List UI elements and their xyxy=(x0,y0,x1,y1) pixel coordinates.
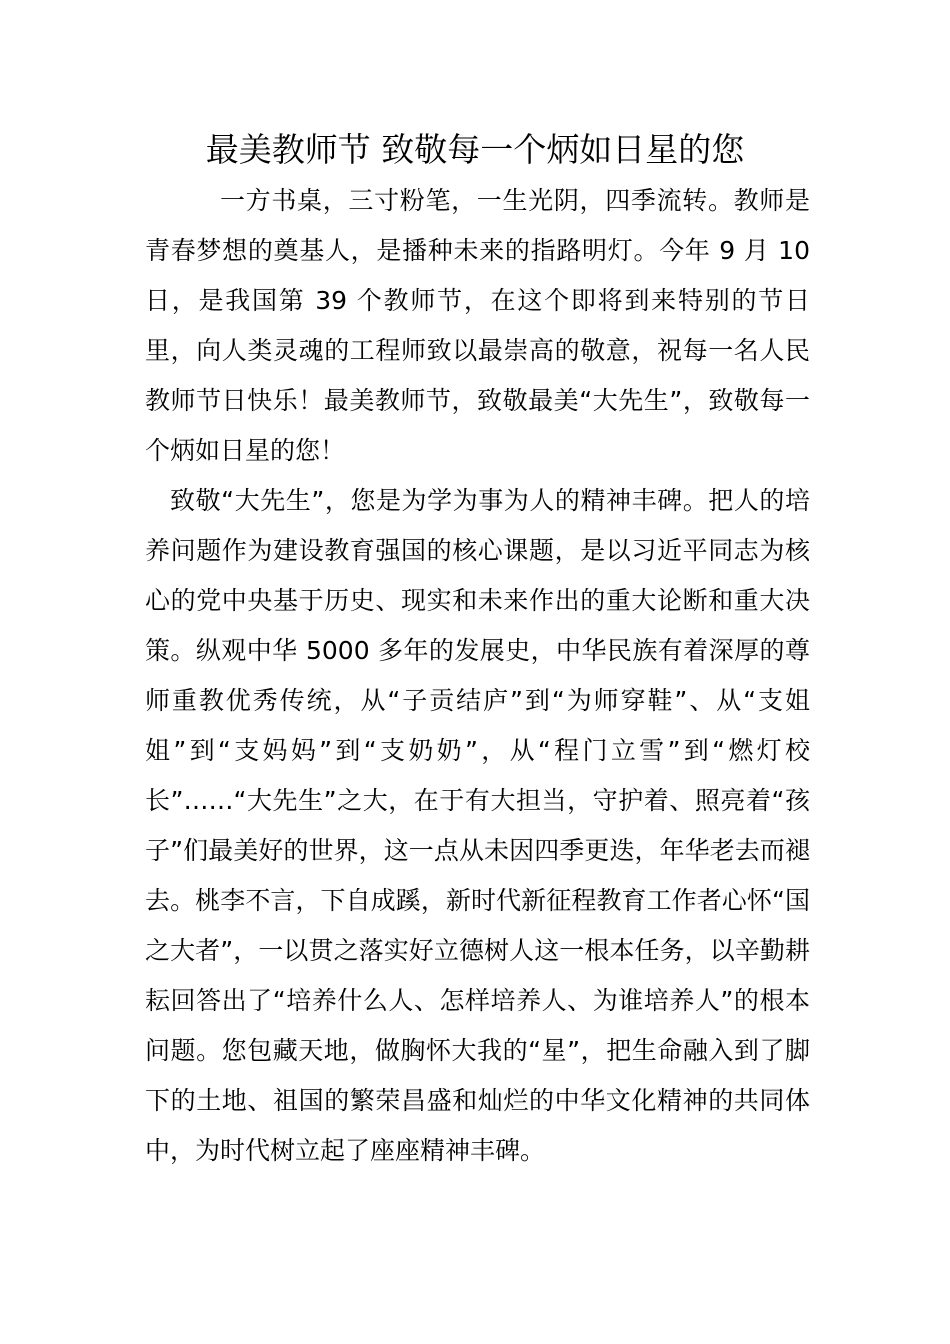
document-title: 最美教师节 致敬每一个炳如日星的您 xyxy=(205,130,745,169)
paragraph-intro: 一方书桌，三寸粉笔，一生光阴，四季流转。教师是青春梦想的奠基人，是播种未来的指路明灯。今年 9 月 10 日，是我国第 39 个教师节，在这个即将到来特别的节日里，向人类灵魂的工程师致以最崇高的敬意，祝每一名人民教师节日快乐！最美教师节，致敬最美“大先生”，致敬每一个炳如日星的您！ xyxy=(145,186,810,465)
document-body xyxy=(145,176,810,1176)
paragraph-tribute: 致敬“大先生”，您是为学为事为人的精神丰碑。把人的培养问题作为建设教育强国的核心课题，是以习近平同志为核心的党中央基于历史、现实和未来作出的重大论断和重大决策。纵观中华 5000 多年的发展史，中华民族有着深厚的尊师重教优秀传统，从“子贡结庐”到“为师穿鞋”、从“支姐姐”到“支妈妈”到“支奶奶”，从“程门立雪”到“燃灯校长”……“大先生”之大，在于有大担当，守护着、照亮着“孩子”们最美好的世界，这一点从未因四季更迭，年华老去而褪去。桃李不言，下自成蹊，新时代新征程教育工作者心怀“国之大者”，一以贯之落实好立德树人这一根本任务，以辛勤耕耘回答出了“培养什么人、怎样培养人、为谁培养人”的根本问题。您包藏天地，做胸怀大我的“星”，把生命融入到了脚下的土地、祖国的繁荣昌盛和灿烂的中华文化精神的共同体中，为时代树立起了座座精神丰碑。 xyxy=(145,486,810,1165)
